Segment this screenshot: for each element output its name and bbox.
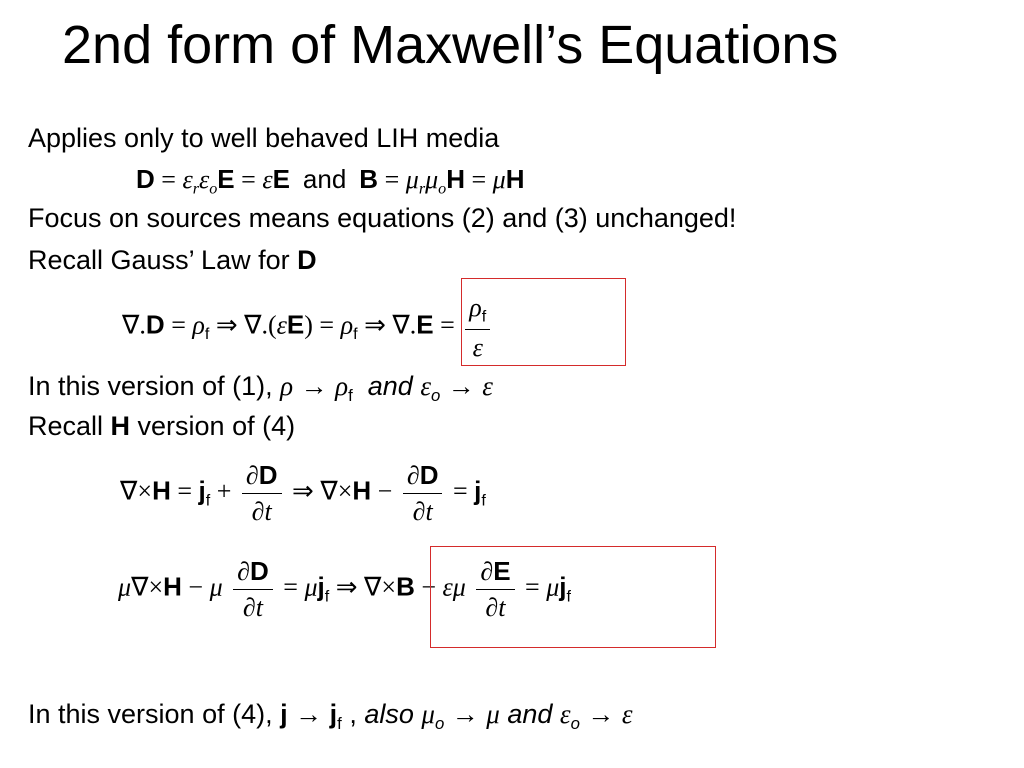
version1-text: In this version of (1), $\rho \to \rho_f$ and $\varepsilon_o \to \varepsilon$ (28, 371, 493, 405)
highlight-box-ampere (430, 546, 716, 648)
constitutive-equation: $D = \varepsilon_r\varepsilon_oE = \varepsilon E$ and $B = \mu_r\mu_oH = \mu H$ (136, 164, 525, 198)
intro-text: Applies only to well behaved LIH media (28, 123, 500, 153)
highlight-box-gauss (461, 278, 626, 366)
recall-h-text: Recall H version of (4) (28, 411, 296, 441)
ampere-equation-2: μ∇×H − μ $\frac{\partial D}{\partial t}$ = $\mu j_f$ ⇒ ∇×B − εμ $\frac{\partial E}{\partial t}$ = $\mu j_f$ (118, 556, 571, 623)
symbol-d: D (136, 164, 155, 194)
page-title: 2nd form of Maxwell’s Equations (62, 15, 839, 75)
ampere-equation-1: $\nabla\times H = j_f$ + $\frac{\partial D}{\partial t}$ ⇒ ∇×H − $\frac{\partial D}{\partial t}$ = $j_f$ (120, 460, 486, 527)
and-word: and (302, 164, 347, 194)
gauss-text: Recall Gauss’ Law for D (28, 245, 317, 275)
version4-text: In this version of (4), $j \to j_f$ , also $\mu_o \to \mu$ and $\varepsilon_o \to \varepsilon$ (28, 699, 633, 733)
rho-over-epsilon-fraction: $\frac{\rho_f}{\varepsilon}$ (465, 292, 490, 363)
focus-text: Focus on sources means equations (2) and (3) unchanged! (28, 203, 737, 233)
gauss-equation: $\nabla.D = \rho_f$ ⇒ $\nabla.(\varepsilon E) = \rho_f$ ⇒ ∇.E = $\frac{\rho_f}{\varepsilon}$ (122, 292, 494, 363)
